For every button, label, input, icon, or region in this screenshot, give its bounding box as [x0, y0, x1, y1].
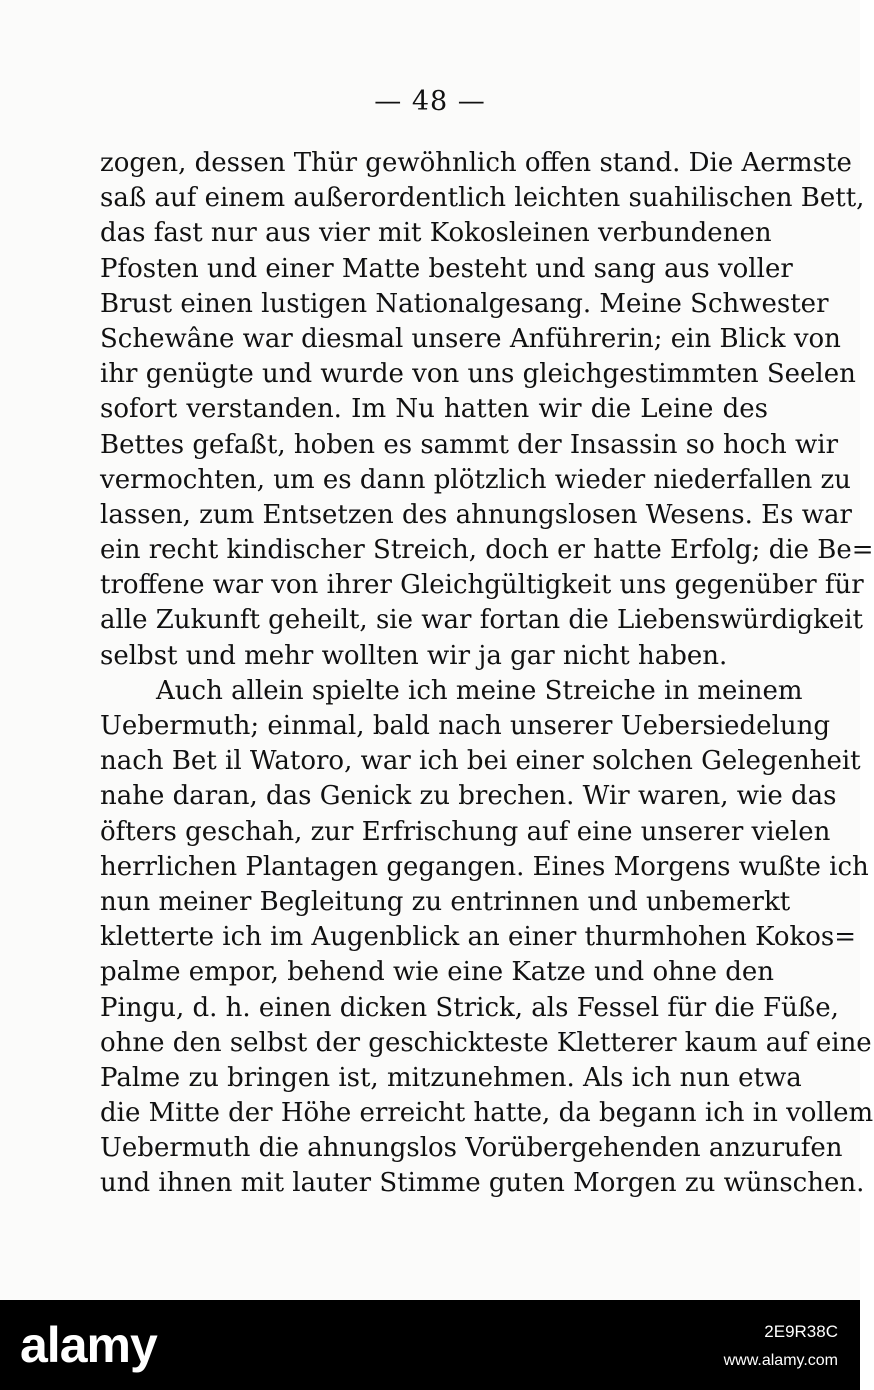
- text-line: palme empor, behend wie eine Katze und ohne den: [100, 957, 775, 988]
- text-line: alle Zukunft geheilt, sie war fortan die Liebenswürdigkeit: [100, 605, 864, 636]
- text-line: Bettes gefaßt, hoben es sammt der Insassin so hoch wir: [100, 429, 839, 460]
- text-line: Pfosten und einer Matte besteht und sang aus voller: [100, 253, 793, 284]
- text-line: selbst und mehr wollten wir ja gar nicht haben.: [100, 640, 728, 671]
- text-line: Schewâne war diesmal unsere Anführerin; ein Blick von: [100, 323, 841, 354]
- text-line: sofort verstanden. Im Nu hatten wir die Leine des: [100, 394, 768, 425]
- paragraph-2: [100, 674, 874, 1202]
- text-line: öfters geschah, zur Erfrischung auf eine unserer vielen: [100, 816, 831, 847]
- alamy-logo: alamy: [20, 1317, 157, 1373]
- text-line: nahe daran, das Genick zu brechen. Wir waren, wie das: [100, 781, 837, 812]
- text-line: nach Bet il Watoro, war ich bei einer solchen Gelegenheit: [100, 746, 861, 777]
- text-line: zogen, dessen Thür gewöhnlich offen stand. Die Aermste: [100, 148, 852, 178]
- text-line: ohne den selbst der geschickteste Kletterer kaum auf eine: [100, 1027, 872, 1058]
- text-line: Palme zu bringen ist, mitzunehmen. Als ich nun etwa: [100, 1062, 802, 1093]
- text-line: ihr genügte und wurde von uns gleichgestimmten Seelen: [100, 359, 856, 390]
- paragraph-1: [100, 146, 874, 674]
- footer-url: www.alamy.com: [723, 1352, 838, 1369]
- text-line: Uebermuth die ahnungslos Vorübergehenden anzurufen: [100, 1133, 843, 1164]
- text-line: Pingu, d. h. einen dicken Strick, als Fessel für die Füße,: [100, 992, 839, 1023]
- text-line: herrlichen Plantagen gegangen. Eines Morgens wußte ich: [100, 851, 869, 882]
- text-line: Auch allein spielte ich meine Streiche in meinem: [156, 675, 803, 706]
- text-line: nun meiner Begleitung zu entrinnen und unbemerkt: [100, 886, 791, 917]
- text-line: vermochten, um es dann plötzlich wieder niederfallen zu: [100, 464, 851, 495]
- text-line: lassen, zum Entsetzen des ahnungslosen Wesens. Es war: [100, 499, 852, 530]
- body-text: [100, 146, 874, 1202]
- page-number: — 48 —: [374, 86, 486, 117]
- text-line: troffene war von ihrer Gleichgültigkeit uns gegenüber für: [100, 570, 864, 601]
- stock-watermark-footer: [0, 1300, 860, 1390]
- image-id: 2E9R38C: [764, 1322, 838, 1341]
- text-line: Uebermuth; einmal, bald nach unserer Uebersiedelung: [100, 711, 831, 741]
- text-line: ein recht kindischer Streich, doch er hatte Erfolg; die Be=: [100, 535, 874, 566]
- text-line: das fast nur aus vier mit Kokosleinen verbundenen: [100, 218, 772, 249]
- text-line: saß auf einem außerordentlich leichten suahilischen Bett,: [100, 183, 865, 214]
- text-line: die Mitte der Höhe erreicht hatte, da begann ich in vollem: [100, 1098, 874, 1129]
- text-line: Brust einen lustigen Nationalgesang. Meine Schwester: [100, 288, 829, 319]
- text-line: und ihnen mit lauter Stimme guten Morgen zu wünschen.: [100, 1168, 865, 1199]
- text-line: kletterte ich im Augenblick an einer thurmhohen Kokos=: [100, 922, 857, 953]
